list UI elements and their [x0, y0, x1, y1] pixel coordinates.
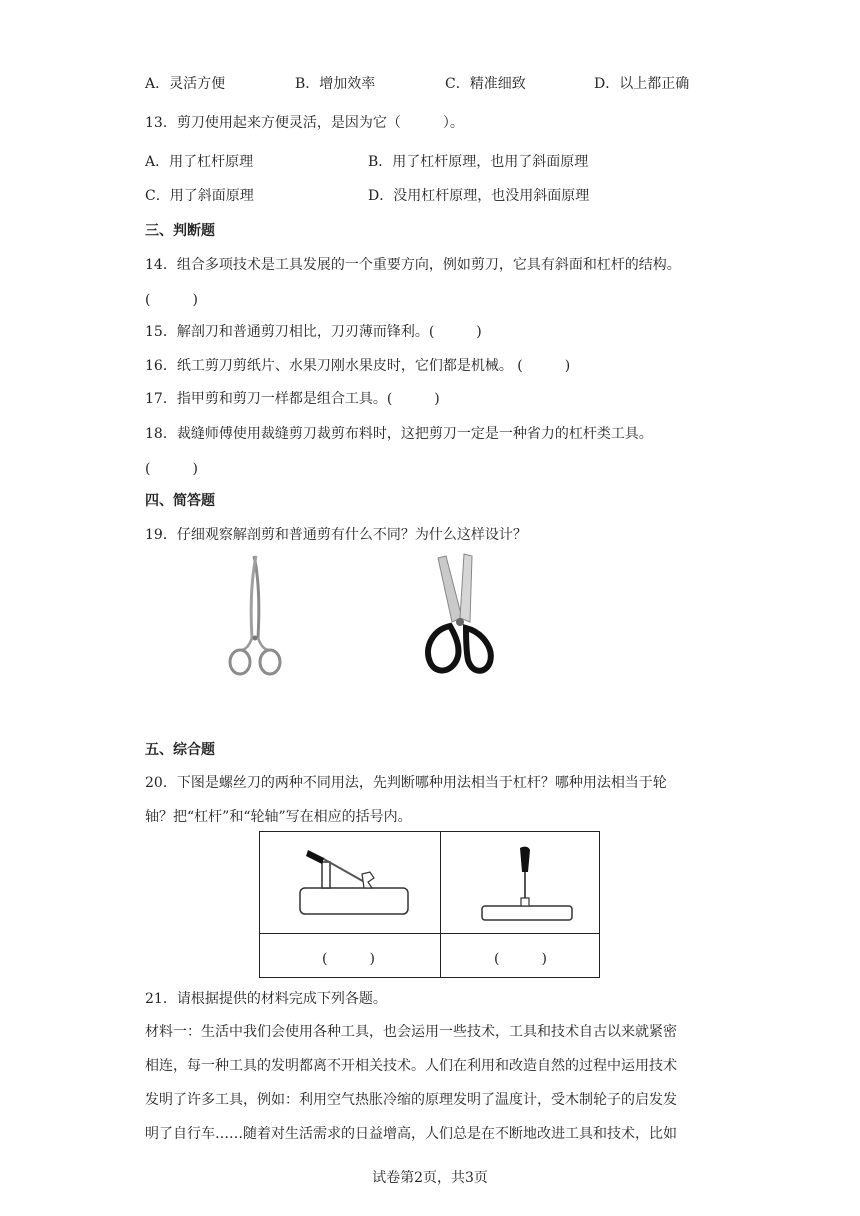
q12-option-d: D．以上都正确	[594, 76, 690, 92]
q12-option-c: C．精准细致	[445, 76, 526, 92]
material-one-line-4: 明了自行车……随着对生活需求的日益增高，人们总是在不断地改进工具和技术，比如	[145, 1126, 677, 1142]
q14-line-2: ( )	[145, 292, 198, 308]
q14-line-1: 14．组合多项技术是工具发展的一个重要方向，例如剪刀，它具有斜面和杠杆的结构。	[145, 257, 681, 273]
lever-answer-blank[interactable]: ( )	[322, 951, 375, 967]
section-4-title: 四、简答题	[145, 493, 215, 509]
page-footer: 试卷第2页，共3页	[372, 1170, 488, 1186]
q15: 15．解剖刀和普通剪刀相比，刀刃薄而锋利。( )	[145, 324, 482, 340]
q20-line-1: 20．下图是螺丝刀的两种不同用法，先判断哪种用法相当于杠杆？哪种用法相当于轮	[145, 775, 667, 791]
material-one-line-3: 发明了许多工具，例如：利用空气热胀冷缩的原理发明了温度计，受木制轮子的启发发	[145, 1092, 677, 1108]
q13-option-d: D．没用杠杆原理，也没用斜面原理	[368, 188, 590, 204]
q17: 17．指甲剪和剪刀一样都是组合工具。( )	[145, 391, 440, 407]
q21-stem: 21．请根据提供的材料完成下列各题。	[145, 991, 387, 1007]
screwdriver-table	[259, 831, 600, 978]
q13-option-a: A．用了杠杆原理	[145, 154, 254, 170]
q19: 19．仔细观察解剖剪和普通剪有什么不同？为什么这样设计？	[145, 527, 527, 543]
q12-option-b: B．增加效率	[295, 76, 376, 92]
material-one-line-1: 材料一：生活中我们会使用各种工具，也会运用一些技术，工具和技术自古以来就紧密	[145, 1024, 677, 1040]
q20-line-2: 轴？把“杠杆”和“轮轴”写在相应的括号内。	[145, 809, 412, 825]
table-divider-horizontal	[260, 933, 599, 934]
q13-option-b: B．用了杠杆原理，也用了斜面原理	[368, 154, 589, 170]
wheel-axle-answer-blank[interactable]: ( )	[494, 951, 547, 967]
section-3-title: 三、判断题	[145, 223, 215, 239]
q18-line-1: 18．裁缝师傅使用裁缝剪刀裁剪布料时，这把剪刀一定是一种省力的杠杆类工具。	[145, 426, 653, 442]
ordinary-scissors-image	[420, 552, 500, 682]
screwdriver-wheel-axle-diagram	[480, 844, 576, 924]
screwdriver-lever-diagram	[298, 844, 412, 924]
q12-option-a: A．灵活方便	[145, 76, 226, 92]
q18-line-2: ( )	[145, 461, 198, 477]
table-divider-vertical	[440, 832, 441, 977]
material-one-line-2: 相连，每一种工具的发明都离不开相关技术。人们在利用和改造自然的过程中运用技术	[145, 1058, 677, 1074]
q13-stem: 13．剪刀使用起来方便灵活，是因为它（ ）。	[145, 115, 464, 131]
dissecting-scissors-image	[225, 552, 285, 680]
section-5-title: 五、综合题	[145, 742, 215, 758]
q13-option-c: C．用了斜面原理	[145, 188, 254, 204]
q16: 16．纸工剪刀剪纸片、水果刀刚水果皮时，它们都是机械。 ( )	[145, 358, 571, 374]
